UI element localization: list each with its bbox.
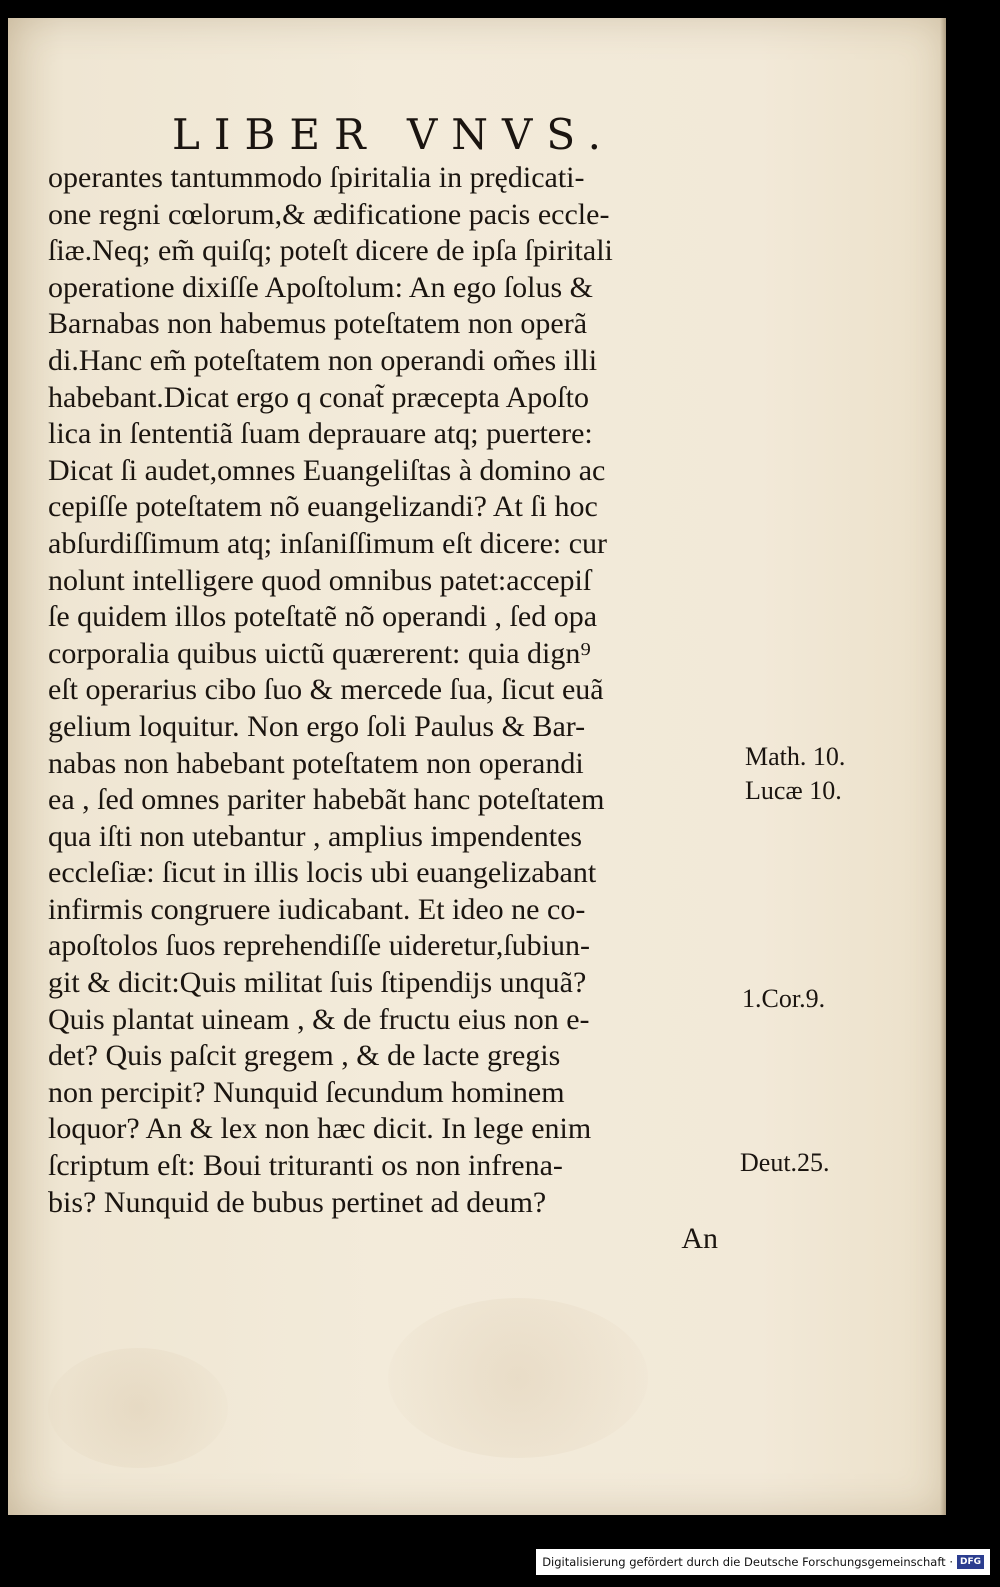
main-text-block xyxy=(48,160,738,1258)
text-line: Quis plantat uineam , & de fructu eius non e- xyxy=(48,1002,590,1036)
text-line: Barnabas non habemus poteſtatem non operã xyxy=(48,307,588,341)
marginal-note: Deut.25. xyxy=(740,1148,830,1177)
catchword: An xyxy=(681,1222,718,1256)
text-line: loquor? An & lex non hæc dicit. In lege enim xyxy=(48,1112,592,1146)
page-edge-shadow xyxy=(940,18,946,1515)
text-line: eccleſiæ: ſicut in illis locis ubi euangelizabant xyxy=(48,856,597,890)
text-line: infirmis congruere iudicabant. Et ideo ne co- xyxy=(48,892,586,926)
text-line: operatione dixiſſe Apoſtolum: An ego ſolus & xyxy=(48,270,593,304)
text-line: ſiæ.Neq; em̃ quiſq; poteſt dicere de ipſa ſpiritali xyxy=(48,234,613,268)
text-line: corporalia quibus uictũ quærerent: quia dign⁹ xyxy=(48,636,591,670)
text-line: nabas non habebant poteſtatem non operandi xyxy=(48,746,584,780)
text-line: ſcriptum eſt: Boui trituranti os non infrena- xyxy=(48,1149,563,1183)
text-line: apoſtolos ſuos reprehendiſſe uideretur,ſubiun- xyxy=(48,929,590,963)
text-line: Dicat ſi audet,omnes Euangeliſtas à domino ac xyxy=(48,453,606,487)
text-line: habebant.Dicat ergo q conat̃ præcepta Apoſto xyxy=(48,380,589,414)
paper-stain xyxy=(388,1298,648,1458)
text-line: bis? Nunquid de bubus pertinet ad deum? xyxy=(48,1185,547,1219)
running-title: LIBER VNVS. xyxy=(172,110,616,159)
marginal-note: 1.Cor.9. xyxy=(742,984,826,1013)
text-line: non percipit? Nunquid ſecundum hominem xyxy=(48,1075,565,1109)
text-line: di.Hanc em̃ poteſtatem non operandi om̃es illi xyxy=(48,343,598,377)
paper-stain xyxy=(48,1348,228,1468)
text-line: det? Quis paſcit gregem , & de lacte gregis xyxy=(48,1039,561,1073)
text-line: qua iſti non utebantur , amplius impendentes xyxy=(48,819,583,853)
text-line: abſurdiſſimum atq; inſaniſſimum eſt dicere: cur xyxy=(48,526,608,560)
text-line: gelium loquitur. Non ergo ſoli Paulus & Bar- xyxy=(48,709,586,743)
text-line: operantes tantummodo ſpiritalia in prędicati- xyxy=(48,161,585,194)
digitization-credit xyxy=(536,1549,990,1575)
text-line: git & dicit:Quis militat ſuis ſtipendijs unquã? xyxy=(48,966,587,1000)
marginal-note: Math. 10. xyxy=(745,742,846,771)
marginal-note: Lucæ 10. xyxy=(745,776,842,805)
text-line: eſt operarius cibo ſuo & mercede ſua, ſicut euã xyxy=(48,673,604,707)
text-line: cepiſſe poteſtatem nõ euangelizandi? At ſi hoc xyxy=(48,490,598,524)
text-line: lica in ſententiã ſuam deprauare atq; puertere: xyxy=(48,417,593,451)
dfg-logo-icon: DFG xyxy=(957,1555,984,1569)
text-line: one regni cœlorum,& ædificatione pacis eccle- xyxy=(48,197,610,231)
text-line: ſe quidem illos poteſtatẽ nõ operandi , ſed opa xyxy=(48,600,598,634)
text-line: ea , ſed omnes pariter habebãt hanc poteſtatem xyxy=(48,783,605,817)
text-line: nolunt intelligere quod omnibus patet:accepiſ xyxy=(48,563,592,597)
credit-text: Digitalisierung gefördert durch die Deutsche Forschungsgemeinschaft · xyxy=(542,1555,953,1569)
